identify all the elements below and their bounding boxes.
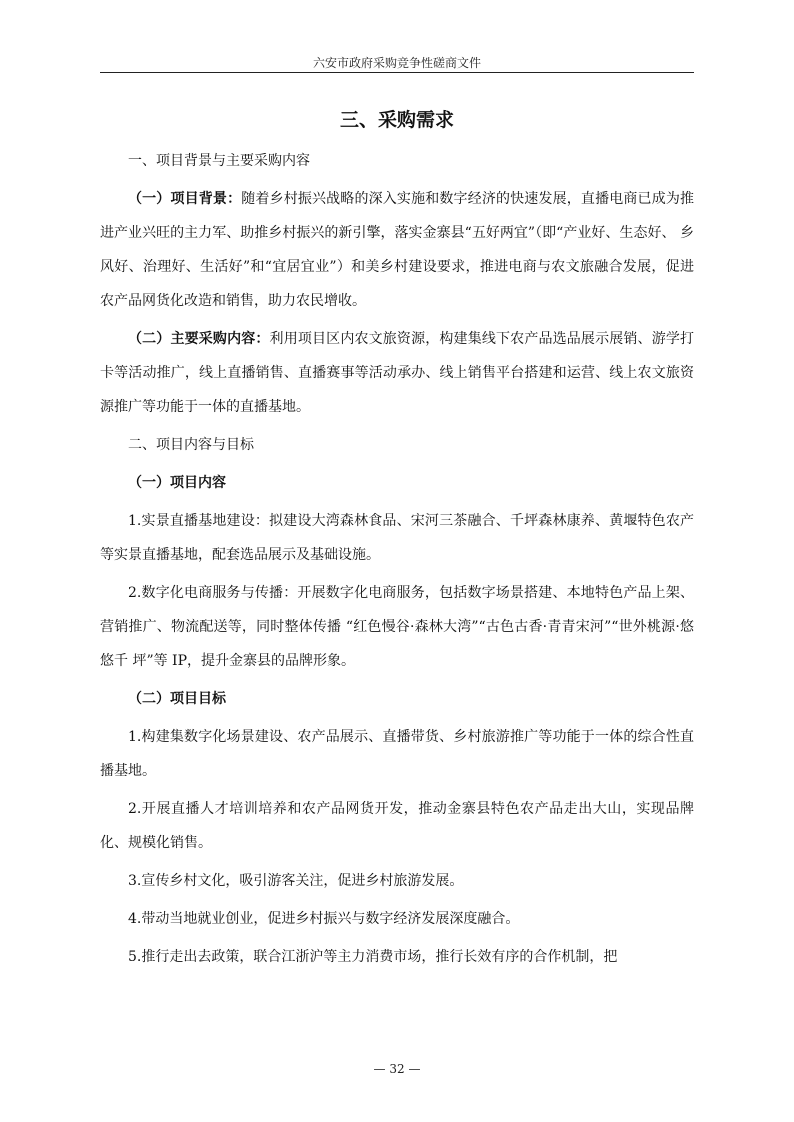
goal-item: 4.带动当地就业创业，促进乡村振兴与数字经济发展深度融合。 bbox=[128, 911, 520, 927]
paragraph-main-procurement bbox=[100, 322, 694, 424]
content-item: 1.实景直播基地建设：拟建设大湾森林食品、宋河三茶融合、千坪森林康养、黄堰特色农产等实景直播基地，配套选品展示及基础设施。 bbox=[100, 513, 694, 563]
goal-item: 1.构建集数字化场景建设、农产品展示、直播带货、乡村旅游推广等功能于一体的综合性直播基地。 bbox=[100, 729, 694, 779]
goal-item: 3.宣传乡村文化，吸引游客关注，促进乡村旅游发展。 bbox=[128, 873, 464, 889]
heading-content-and-goals: 二、项目内容与目标 bbox=[128, 437, 254, 453]
goal-item: 2.开展直播人才培训培养和农产品网货开发，推动金寨县特色农产品走出大山，实现品牌化、规模化销售。 bbox=[100, 801, 694, 851]
label-main-procurement: （二）主要采购内容： bbox=[128, 331, 270, 347]
label-project-background: （一）项目背景： bbox=[128, 191, 242, 207]
document-body bbox=[100, 144, 694, 974]
text-main-procurement: 利用项目区内农文旅资源，构建集线下农产品选品展示展销、游学打卡等活动推广，线上直播销售、直播赛事等活动承办、线上销售平台搭建和运营、线上农文旅资源推广等功能于一体的直播基地。 bbox=[100, 331, 695, 415]
content-item: 2.数字化电商服务与传播：开展数字化电商服务，包括数字场景搭建、本地特色产品上架、营销推广、物流配送等，同时整体传播 “红色慢谷·森林大湾”“古色古香·青青宋河”“世外桃源·悠悠千 坪”等 IP，提升金寨县的品牌形象。 bbox=[100, 585, 694, 669]
text-project-background: 随着乡村振兴战略的深入实施和数字经济的快速发展，直播电商已成为推进产业兴旺的主力军、助推乡村振兴的新引擎，落实金寨县“五好两宜”（即“产业好、生态好、 乡风好、治理好、生活好”和“宜居宜业”）和美乡村建设要求，推进电商与农文旅融合发展，促进农产品网货化改造和销售，助力农民增收。 bbox=[100, 191, 695, 309]
page-number: — 32 — bbox=[373, 1062, 421, 1076]
heading-background-and-content: 一、项目背景与主要采购内容 bbox=[128, 153, 310, 169]
header-rule bbox=[100, 72, 694, 73]
paragraph-project-background bbox=[100, 182, 694, 318]
section-title: 三、采购需求 bbox=[339, 109, 454, 131]
goal-item: 5.推行走出去政策，联合江浙沪等主力消费市场，推行长效有序的合作机制，把 bbox=[128, 949, 618, 965]
heading-project-content: （一）项目内容 bbox=[128, 475, 226, 491]
running-header: 六安市政府采购竞争性磋商文件 bbox=[312, 56, 481, 70]
heading-project-goals: （二）项目目标 bbox=[128, 691, 226, 707]
